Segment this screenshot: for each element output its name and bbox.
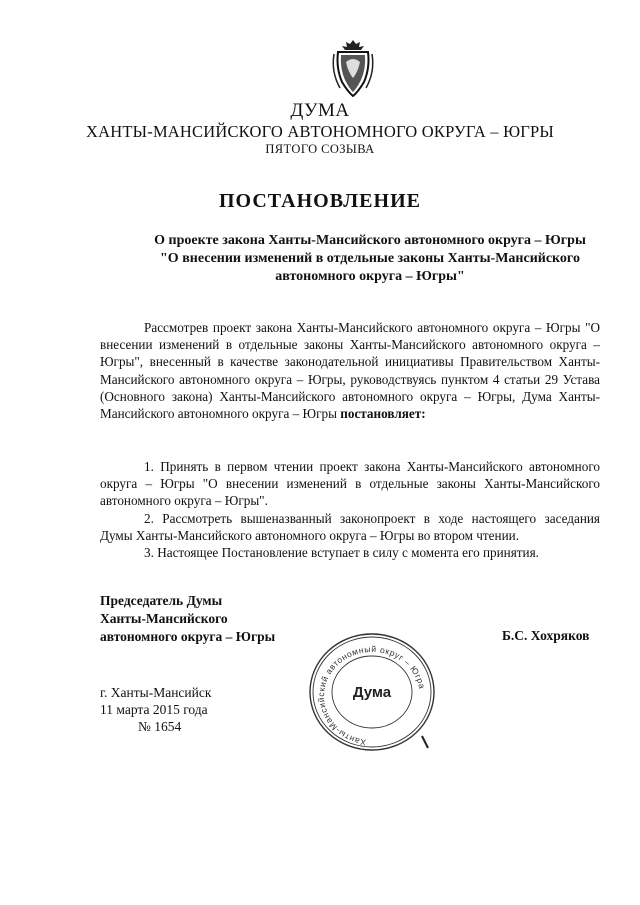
convocation-heading: ПЯТОГО СОЗЫВА xyxy=(265,142,375,156)
stamp-center-text: Дума xyxy=(352,684,392,701)
document-title: ПОСТАНОВЛЕНИЕ xyxy=(219,190,421,212)
stamp-ring-text: Ханты-Мансийский автономный округ – Югра xyxy=(315,643,428,748)
official-stamp xyxy=(302,628,442,756)
signatory-line-3: автономного округа – Югры xyxy=(100,629,276,644)
place-and-date xyxy=(100,684,211,735)
document-number: № 1654 xyxy=(138,719,182,734)
duma-heading: ДУМА xyxy=(290,100,350,121)
document-subject xyxy=(100,232,640,286)
resolution-items xyxy=(100,458,600,561)
subject-line-3: автономного округа – Югры" xyxy=(275,269,465,284)
resolution-verb: постановляет: xyxy=(340,406,426,422)
preamble-text: Рассмотрев проект закона Ханты-Мансийского автономного округа – Югры "О внесении изменений в отдельные законы Ханты-Мансийского автономного округа – Югры", внесенный в качестве законодательной инициативы Правительством Ханты-Мансийского автономного округа – Югры, руководствуясь пунктом 4 статьи 29 Устава (Основного закона) Ханты-Мансийского автономного округа – Югры, Дума Ханты-Мансийского автономного округа – Югры xyxy=(100,320,600,422)
signatory-line-1: Председатель Думы xyxy=(100,593,223,608)
coat-of-arms-emblem xyxy=(330,38,376,98)
preamble-paragraph xyxy=(100,319,600,422)
city-label: г. Ханты-Мансийск xyxy=(100,685,212,700)
organization-heading: ХАНТЫ-МАНСИЙСКОГО АВТОНОМНОГО ОКРУГА – ЮГРЫ xyxy=(86,122,554,141)
subject-line-1: О проекте закона Ханты-Мансийского автономного округа – Югры xyxy=(154,233,586,248)
signatory-line-2: Ханты-Мансийского xyxy=(100,611,228,626)
signatory-name: Б.С. Хохряков xyxy=(502,628,590,643)
resolution-item-1: 1. Принять в первом чтении проект закона Ханты-Мансийского автономного округа – Югры "О внесении изменений в отдельные законы Ханты-Мансийского автономного округа – Югры". xyxy=(100,459,600,509)
resolution-item-3: 3. Настоящее Постановление вступает в силу с момента его принятия. xyxy=(144,545,539,561)
resolution-item-2: 2. Рассмотреть вышеназванный законопроект в ходе настоящего заседания Думы Ханты-Мансийского автономного округа – Югры во втором чтении. xyxy=(100,510,600,543)
date-label: 11 марта 2015 года xyxy=(100,702,208,717)
signatory-title xyxy=(100,592,275,646)
subject-line-2: "О внесении изменений в отдельные законы Ханты-Мансийского xyxy=(160,251,580,266)
